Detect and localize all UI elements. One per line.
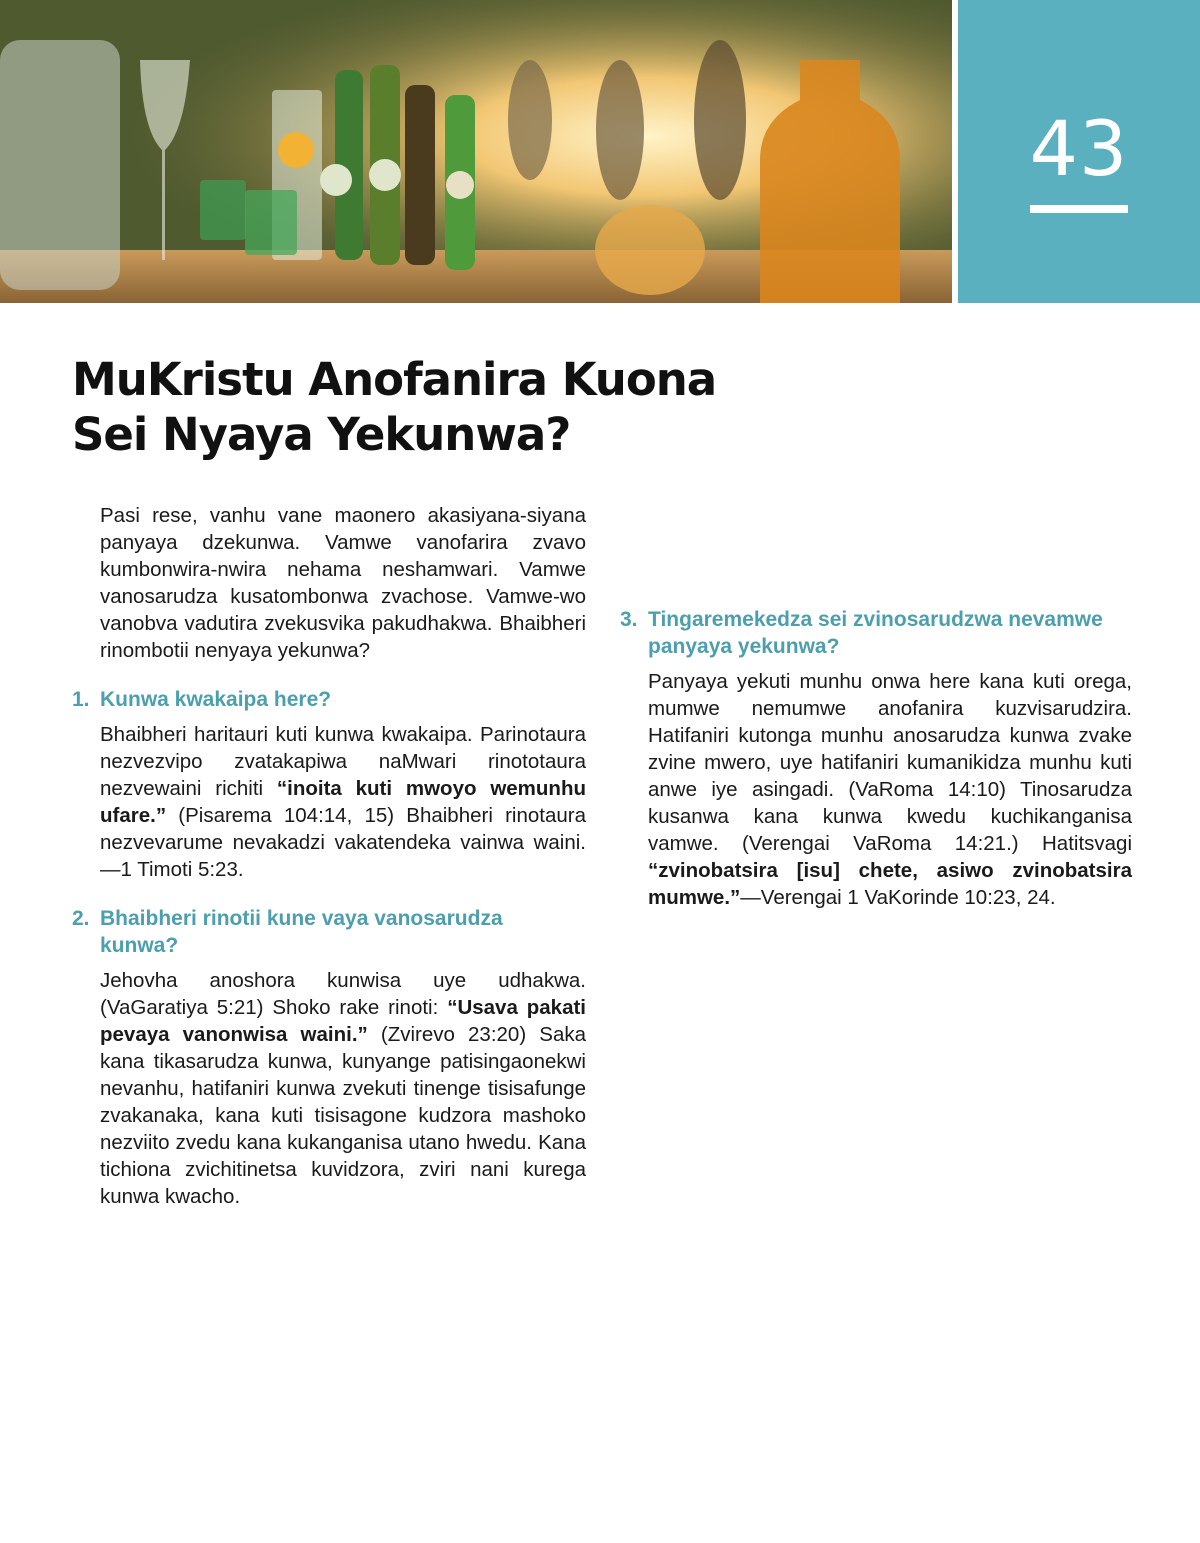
page-title <box>72 352 872 462</box>
section-2-number: 2. <box>72 907 90 930</box>
section-3-question-text: Tingaremekedza sei zvinosarudzwa nevamwe panyaya yekunwa? <box>648 608 1103 658</box>
section-3-number: 3. <box>620 608 638 631</box>
section-2-question-text: Bhaibheri rinotii kune vaya vanosarudza kunwa? <box>100 907 503 957</box>
section-3-answer <box>620 668 1132 911</box>
section-1-question <box>72 686 586 713</box>
section-1-question-text: Kunwa kwakaipa here? <box>100 688 332 711</box>
party-drinks-photo-icon <box>0 0 952 303</box>
section-3-text-after: —Verengai 1 VaKorinde 10:23, 24. <box>740 886 1056 909</box>
section-2-answer <box>72 967 586 1210</box>
section-1-answer <box>72 721 586 883</box>
section-2-text-after: (Zvirevo 23:20) Saka kana tikasarudza kunwa, kunyange patisingaonekwi nevanhu, hatifaniri kunwa zvekuti tinenge tisisafunge zvakanaka, kana kuti tisisagone kudzora mashoko nezviito zvedu kana kukanganisa utano hwedu. Kana tichiona zvichitinetsa kuvidzora, zviri nani kurega kunwa kwacho. <box>100 1023 586 1208</box>
page-title-line-1: MuKristu Anofanira Kuona <box>72 353 717 406</box>
section-3-question <box>620 606 1132 660</box>
section-3-quote: “zvinobatsira [isu] chete, asiwo zvinobatsira mumwe.” <box>648 859 1132 909</box>
section-2-quote: “Usava pakati pevaya vanonwisa waini.” <box>100 996 586 1046</box>
section-3-text-before: Panyaya yekuti munhu onwa here kana kuti orega, mumwe nemumwe anofanira kuzvisarudzira. Hatifaniri kutonga munhu anosarudza kunwa zvake zvine mwero, uye hatifaniri kumanikidza munhu kuti anwe iye asingadi. (VaRoma 14:10) Tinosarudza kusanwa kana kunwa kwedu kuchikanganisa vamwe. (Verengai VaRoma 14:21.) Hatitsvagi <box>648 670 1132 855</box>
right-column <box>620 502 1132 911</box>
intro-paragraph: Pasi rese, vanhu vane maonero akasiyana-siyana panyaya dzekunwa. Vamwe vanofarira zvavo kumbonwira-nwira nehama neshamwari. Vamwe vanosarudza kusatombonwa zvachose. Vamwe-wo vanobva vadutira zvekusvika pakudhakwa. Bhaibheri rinombotii nenyaya yekunwa? <box>100 504 586 662</box>
lesson-number-underline <box>1030 205 1128 213</box>
page-title-line-2: Sei Nyaya Yekunwa? <box>72 408 571 461</box>
section-1-number: 1. <box>72 688 90 711</box>
header-photo <box>0 0 952 303</box>
lesson-number: 43 <box>1029 104 1129 193</box>
section-1-quote: “inoita kuti mwoyo wemunhu ufare.” <box>100 777 586 827</box>
left-column <box>72 502 586 1210</box>
section-1-text-before: Bhaibheri haritauri kuti kunwa kwakaipa. Parinotaura nezvezvipo zvatakapiwa naMwari rinototaura nezvewaini richiti <box>100 723 586 800</box>
section-2-question <box>72 905 586 959</box>
section-1-text-after: (Pisarema 104:14, 15) Bhaibheri rinotaura nezvevarume nevakadzi vakatendeka vainwa waini.—1 Timoti 5:23. <box>100 804 586 881</box>
section-2-text-before: Jehovha anoshora kunwisa uye udhakwa. (VaGaratiya 5:21) Shoko rake rinoti: <box>100 969 586 1019</box>
lesson-number-box <box>958 0 1200 303</box>
